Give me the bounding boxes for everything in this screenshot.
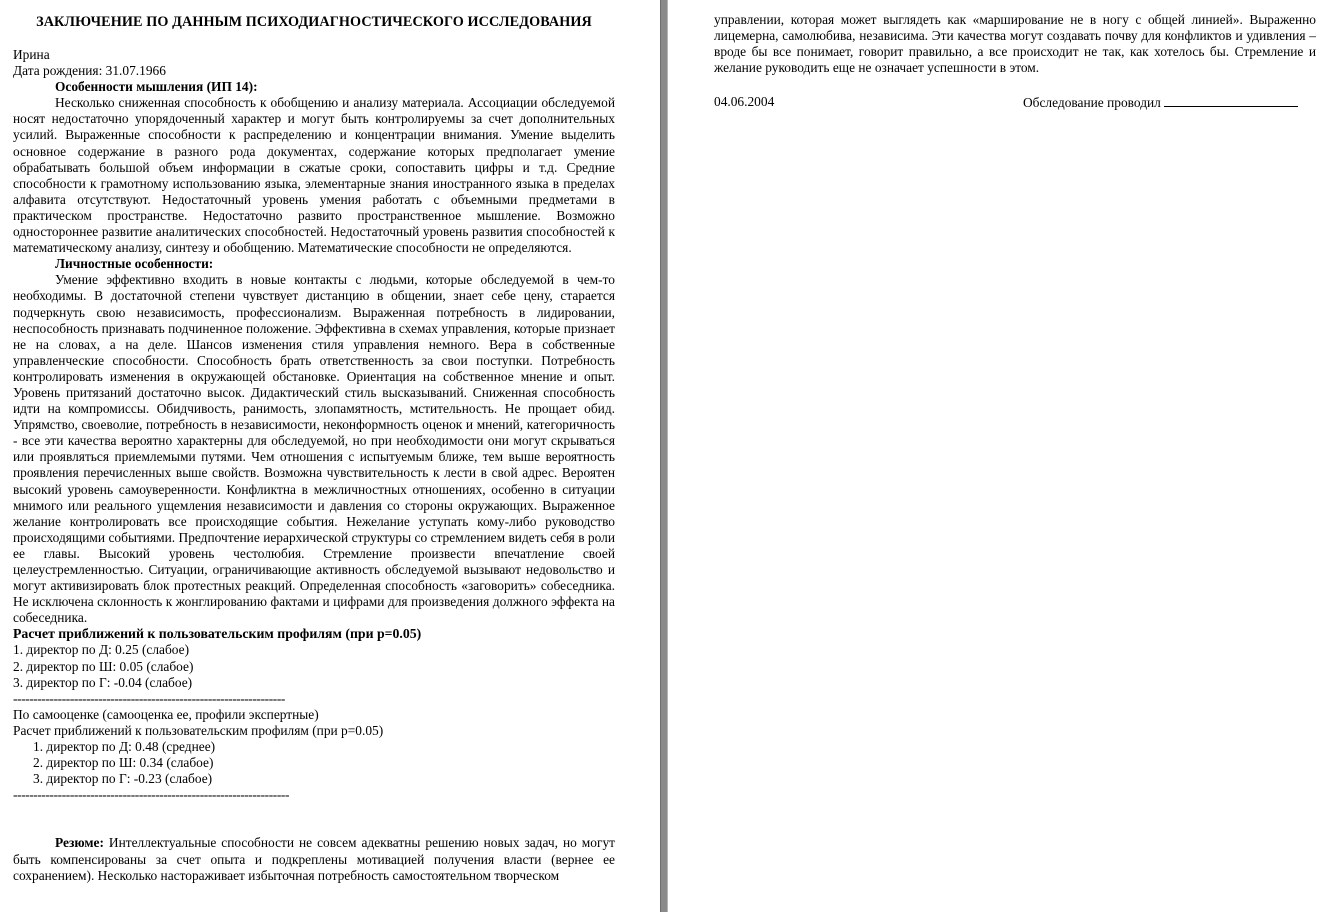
personal-paragraph: Умение эффективно входить в новые контакты с людьми, которые обследуемой в чем-то необходимы. В достаточной степени чувствует дистанцию в общении, знает себе цену, старается подчеркнуть свою независимость, профессионализм. Выраженная потребность в лидировании, неспособность признавать подчиненное положение. Эффективна в схемах управления, которые признает не на словах, а на деле. Шансов изменения стиля управления немного. Вера в собственные управленческие способности. Способность брать ответственность за свои поступки. Потребность контролировать изменения в окружающей обстановке. Ориентация на собственное мнение и опыт. Уровень притязаний достаточно высок. Дидактический стиль высказываний. Сниженная способность идти на компромиссы. Обидчивость, ранимость, злопамятность, мстительность. Не прощает обид. Упрямство, своеволие, потребность в независимости, неконформность оценок и мнений, категоричность - все эти качества вероятно характерны для обследуемой, но при необходимости они могут скрываться или проявляться приемлемыми путями. Чем отношения с испытуемым ближе, тем выше вероятность проявления перечисленных выше свойств. Возможна чувствительность к лести в свой адрес. Вероятен высокий уровень самоуверенности. Конфликтна в межличностных отношениях, особенно в ситуации мнимого или реального ущемления независимости и давления со стороны окружающих. Выраженное желание контролировать все происходящие события. Нежелание уступать кому-либо руководство происходящими событиями. Предпочтение иерархической структуры со стремлением видеть себя в роли ее главы. Высокий уровень честолюбия. Стремление произвести впечатление своей целеустремленностью. Ситуации, ограничивающие активность обследуемой вызывают недовольство и могут активизировать блок протестных реакций. Определенная способность «заговорить» собеседника. Не исключена склонность к жонглированию фактами и цифрами для произведения должного эффекта на собеседника.: [13, 272, 615, 626]
summary-paragraph: [13, 835, 615, 883]
page-divider: [660, 0, 668, 912]
birth-date: Дата рождения: 31.07.1966: [13, 63, 166, 79]
calc-item: 1. директор по Д: 0.25 (слабое): [13, 642, 190, 658]
subject-name: Ирина: [13, 47, 50, 62]
personal-heading: Личностные особенности:: [55, 256, 214, 272]
document-page-right: [668, 0, 1331, 912]
thinking-heading: Особенности мышления (ИП 14):: [55, 79, 258, 95]
thinking-paragraph: Несколько сниженная способность к обобщению и анализу материала. Ассоциации обследуемой носят недостаточно упорядоченный характер и могут быть контролируемы за счет дополнительных усилий. Выраженные способности к распределению и концентрации внимания. Умение выделить основное содержание в разного рода документах, содержание которых предполагает умение обрабатывать большой объем информации в сжатые сроки, сопоставить цифры и т.д. Средние способности к грамотному использованию языка, элементарные знания иностранного языка в пределах алфавита отсутствуют. Недостаточный уровень умения работать с объемными предметами в практическом пространстве. Недостаточно развито пространственное мышление. Возможно одностороннее развитие аналитических способностей. Недостаточный уровень развития способностей к математическому анализу, синтезу и обобщению. Математические способности не определяются.: [13, 95, 615, 256]
document-footer: [714, 94, 1316, 112]
selfeval-item: 1. директор по Д: 0.48 (среднее): [33, 739, 216, 755]
selfeval-calc-heading: Расчет приближений к пользовательским профилям (при p=0.05): [13, 722, 384, 738]
footer-signature: [1023, 94, 1298, 111]
spacer: [13, 803, 615, 835]
separator-line: --------------------------------------------------------------------: [13, 787, 290, 803]
calc-item: 2. директор по Ш: 0.05 (слабое): [13, 658, 194, 674]
footer-date: 04.06.2004: [714, 94, 775, 110]
selfeval-line: По самооценке (самооценка ее, профили экспертные): [13, 706, 319, 722]
selfeval-item: 3. директор по Г: -0.23 (слабое): [33, 771, 213, 787]
calc-item: 3. директор по Г: -0.04 (слабое): [13, 674, 193, 690]
page-left-content: [13, 14, 615, 884]
separator-line: -------------------------------------------------------------------: [13, 690, 285, 706]
page-right-content: [714, 12, 1316, 112]
document-title: ЗАКЛЮЧЕНИЕ ПО ДАННЫМ ПСИХОДИАГНОСТИЧЕСКОГО ИССЛЕДОВАНИЯ: [36, 14, 592, 30]
summary-label: Резюме:: [55, 835, 104, 851]
calc-heading: Расчет приближений к пользовательским профилям (при p=0.05): [13, 626, 422, 642]
signature-label: Обследование проводил: [1023, 95, 1161, 111]
document-page-left: [0, 0, 660, 912]
signature-blank-line: [1164, 94, 1298, 107]
summary-text: Интеллектуальные способности не совсем адекватны решению новых задач, но могут быть компенсированы за счет опыта и подкреплены мотивацией получения власти (вернее ее сохранением). Несколько настораживает избыточная потребность самостоятельном творческом: [13, 835, 615, 883]
selfeval-item: 2. директор по Ш: 0.34 (слабое): [33, 755, 214, 771]
summary-continuation: управлении, которая может выглядеть как «марширование не в ногу с общей линией». Выраженно лицемерна, самолюбива, независима. Эти качества могут создавать почву для конфликтов и удивления – вроде бы все понимает, говорит правильно, а все происходит не так, как хотелось бы. Стремление и желание руководить еще не означает успешности в этом.: [714, 12, 1316, 76]
selfeval-list: [13, 739, 615, 787]
